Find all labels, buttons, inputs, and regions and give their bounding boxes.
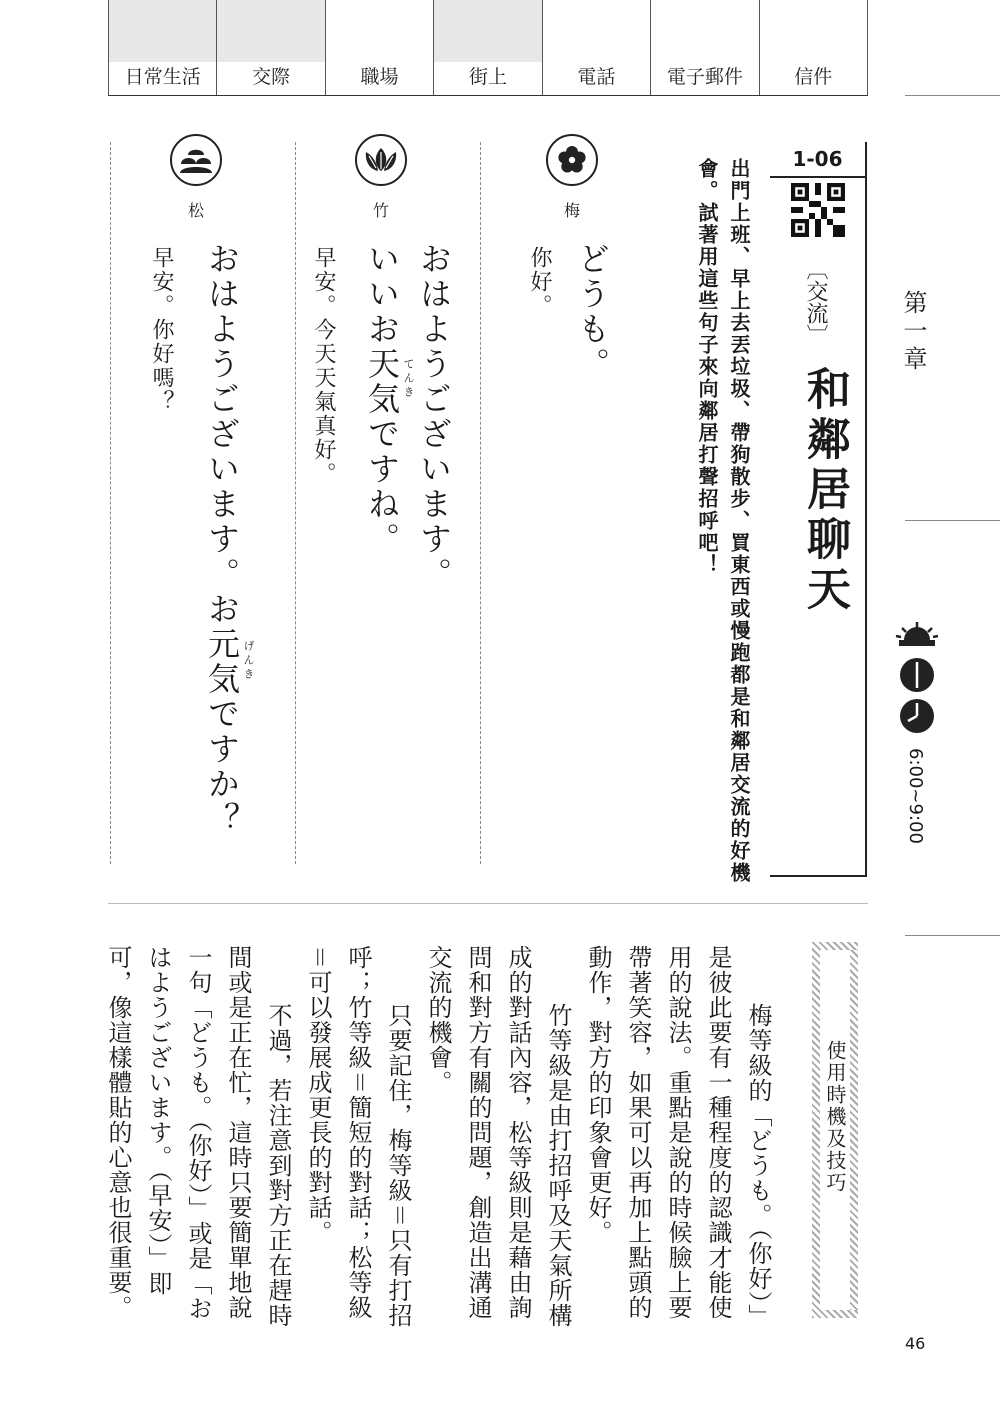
tips-line: 不過，若注意到對方正在趕時 [264,978,292,1328]
bamboo-level-icon [355,134,407,186]
pine-ruby: げんき [242,640,255,682]
plum-level-icon [546,134,598,186]
intro-line-2: 會。試著用這些句子來向鄰居打聲招呼吧！ [695,158,719,576]
bamboo-leaf-icon [364,147,398,173]
pine-tree-icon [178,145,214,175]
tips-line: ＝可以發展成更長的對話。 [304,945,332,1245]
column-divider [480,142,481,864]
bamboo-phrase-cn: 早安。今天天氣真好。 [311,246,336,486]
tab-label: 街上 [468,66,507,88]
pine-phrase-cn: 早安。你好嗎？ [149,246,174,414]
tips-line: 間或是正在忙，這時只要簡單地說 [224,945,252,1320]
tips-line: 帶著笑容，如果可以再加上點頭的 [624,945,652,1320]
tab-email [650,0,758,95]
margin-rule [905,95,1000,96]
tab-daily-life [108,0,216,95]
tab-letter [759,0,868,95]
tips-line: 梅等級的「どうも。（你好）」 [744,978,772,1329]
page-number: 46 [905,1334,926,1353]
tab-label: 交際 [252,66,291,88]
section-number: 1-06 [770,142,865,178]
pine-level-label: 松 [187,201,204,220]
tips-line: 問和對方有關的問題，創造出溝通 [464,945,492,1320]
plum-phrase-jp: どうも。 [573,242,611,382]
qr-code-icon [791,183,845,237]
tab-label: 職場 [360,66,399,88]
tabs-baseline [108,95,868,96]
tab-phone [542,0,650,95]
plum-level-label: 梅 [563,201,580,220]
tips-line: 成的對話內容，松等級則是藉由詢 [504,945,532,1320]
tips-heading: 使用時機及技巧 [823,1040,847,1194]
tips-line: 動作，對方的印象會更好。 [584,945,612,1245]
tab-label: 信件 [794,66,833,88]
half-divider [108,903,868,904]
bamboo-phrase-jp-line2: いいお天気ですね。 [363,242,401,557]
chapter-tabs [108,0,868,95]
tips-line: 呼；竹等級＝簡短的對話；松等級 [344,945,372,1320]
chapter-label: 第一章 [899,290,927,374]
column-divider [295,142,296,864]
column-divider [110,142,111,864]
pine-level-icon [170,134,222,186]
tips-line: 竹等級是由打招呼及天氣所構 [544,978,572,1328]
pine-phrase-jp: おはようございます。お元気ですか？ [203,242,241,837]
tips-line: 只要記住，梅等級＝只有打招 [384,978,412,1328]
time-range: 6:00~9:00 [905,748,926,844]
tab-label: 電子郵件 [666,66,743,88]
morning-clock-icon [894,620,940,736]
tips-line: 可，像這樣體貼的心意也很重要。 [104,945,132,1320]
tips-line: 交流的機會。 [424,945,452,1095]
tips-line: 一句「どうも。（你好）」或是「お [184,945,212,1321]
tips-line: 是彼此要有一種程度的認識才能使 [704,945,732,1320]
section-category: 〔交流〕 [803,258,828,346]
section-title: 和鄰居聊天 [799,366,850,616]
tab-label: 日常生活 [124,66,201,88]
bamboo-phrase-jp-line1: おはようございます。 [415,242,453,592]
tab-social [216,0,324,95]
intro-line-1: 出門上班、早上去丟垃圾、帶狗散步、買東西或慢跑都是和鄰居交流的好機 [727,158,751,884]
margin-rule [905,520,1000,521]
bamboo-level-label: 竹 [372,201,389,220]
tab-label: 電話 [577,66,616,88]
bamboo-ruby: てんき [402,358,415,400]
tab-street [433,0,541,95]
plum-blossom-icon [557,145,587,175]
tips-line: はようございます。（早安）」即 [144,945,172,1296]
margin-rule [905,935,1000,936]
tab-workplace [325,0,433,95]
plum-phrase-cn: 你好。 [527,246,552,318]
tips-line: 用的說法。重點是說的時候臉上要 [664,945,692,1320]
